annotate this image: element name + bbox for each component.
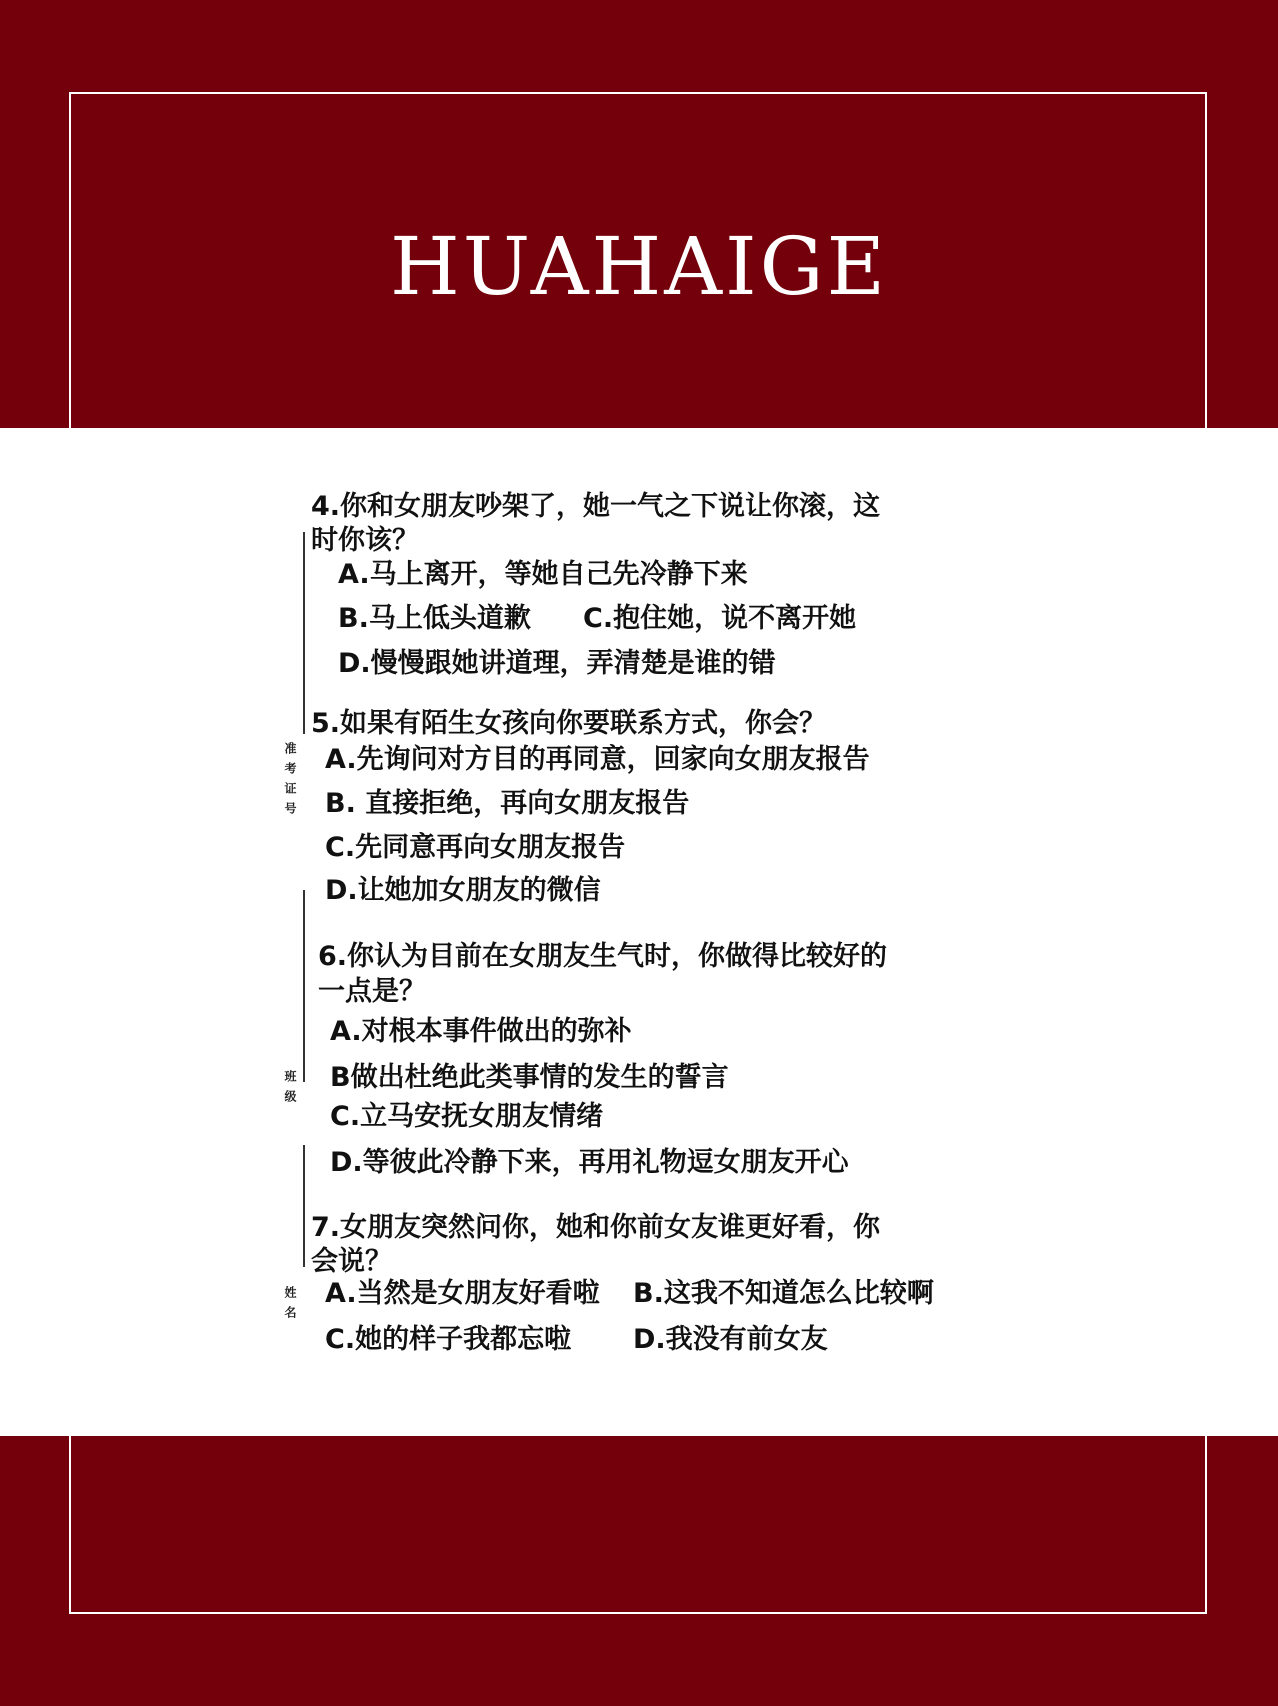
question-4-option-c: C.抱住她，说不离开她 <box>583 603 857 634</box>
question-4-option-a: A.马上离开，等她自己先冷静下来 <box>338 559 748 590</box>
question-4-option-d: D.慢慢跟她讲道理，弄清楚是谁的错 <box>338 648 776 679</box>
question-6-text: 6.你认为目前在女朋友生气时，你做得比较好的 <box>318 941 888 972</box>
question-7-option-a: A.当然是女朋友好看啦 <box>325 1278 600 1309</box>
question-5-text: 5.如果有陌生女孩向你要联系方式，你会？ <box>311 708 827 739</box>
question-5-option-a: A.先询问对方目的再同意，回家向女朋友报告 <box>325 744 870 775</box>
question-7-text: 7.女朋友突然问你，她和你前女友谁更好看，你 <box>311 1212 881 1243</box>
question-4-text: 4.你和女朋友吵架了，她一气之下说让你滚，这 <box>311 491 881 522</box>
question-7-option-c: C.她的样子我都忘啦 <box>325 1324 572 1355</box>
class-label: 班级 <box>283 1070 297 1110</box>
question-4-option-b: B.马上低头道歉 <box>338 603 531 634</box>
margin-line <box>303 532 305 734</box>
margin-line <box>303 1145 305 1267</box>
question-6-option-a: A.对根本事件做出的弥补 <box>330 1016 632 1047</box>
margin-line <box>303 890 305 1082</box>
brand-title: HUAHAIGE <box>390 220 888 313</box>
question-5-option-b: B. 直接拒绝，再向女朋友报告 <box>325 788 690 819</box>
question-6-option-b: B做出杜绝此类事情的发生的誓言 <box>330 1062 729 1093</box>
question-6-option-d: D.等彼此冷静下来，再用礼物逗女朋友开心 <box>330 1147 849 1178</box>
question-5-option-c: C.先同意再向女朋友报告 <box>325 832 626 863</box>
question-6-option-c: C.立马安抚女朋友情绪 <box>330 1101 604 1132</box>
name-label: 姓名 <box>283 1286 297 1326</box>
question-7-option-d: D.我没有前女友 <box>633 1324 828 1355</box>
question-5-option-d: D.让她加女朋友的微信 <box>325 875 601 906</box>
question-7-option-b: B.这我不知道怎么比较啊 <box>633 1278 934 1309</box>
question-6-text-cont: 一点是？ <box>318 976 426 1007</box>
question-4-text-cont: 时你该？ <box>311 525 419 556</box>
question-7-text-cont: 会说？ <box>311 1246 392 1277</box>
exam-number-label: 准考证号 <box>283 742 297 822</box>
